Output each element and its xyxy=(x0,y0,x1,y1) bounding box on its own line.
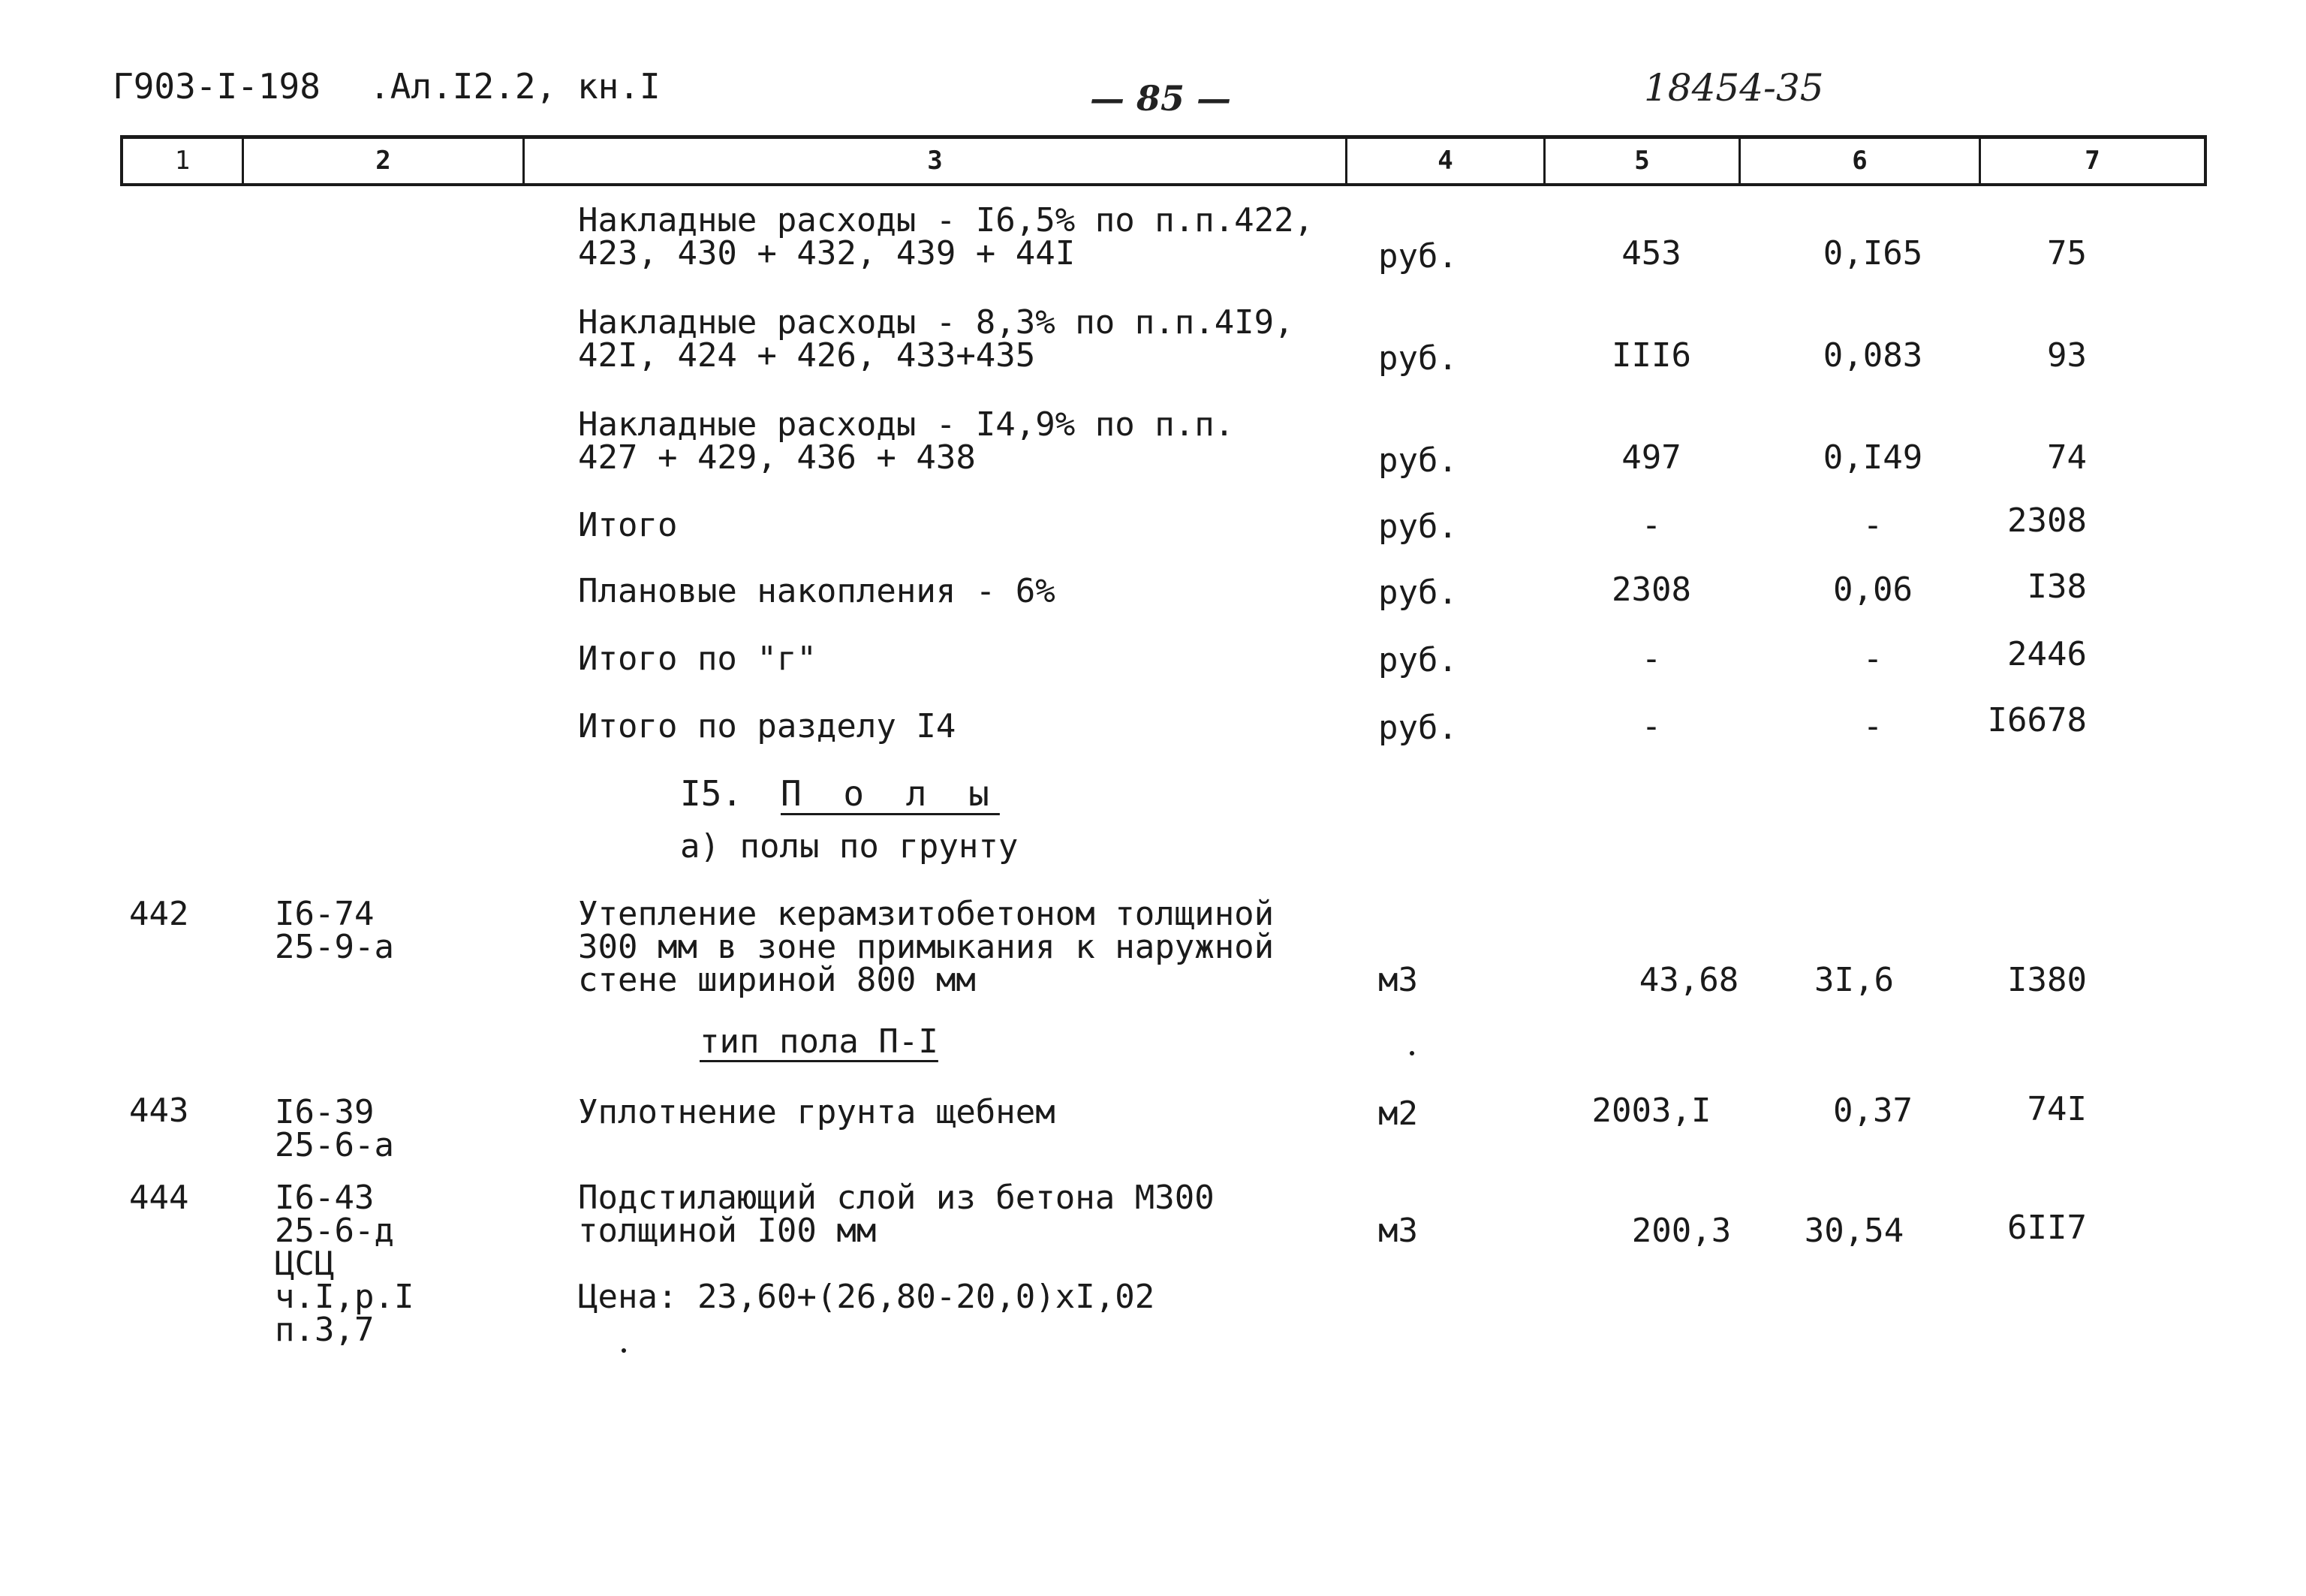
column-number: 4 xyxy=(1437,146,1453,176)
dot-mark xyxy=(622,1348,626,1353)
column-number: 3 xyxy=(927,146,943,176)
row-description: Накладные расходы - I6,5% по п.п.422, xyxy=(578,201,1314,239)
item-code: п.3,7 xyxy=(275,1311,375,1349)
document-code: Г903-I-198 xyxy=(113,66,321,107)
price-note: Цена: 23,60+(26,80-20,0)хI,02 xyxy=(578,1278,1155,1316)
row-total: 6II7 xyxy=(2007,1209,2087,1247)
item-code: 25-6-д xyxy=(275,1212,394,1250)
dot-mark xyxy=(1410,1051,1414,1055)
row-description: Плановые накопления - 6% xyxy=(578,572,1055,610)
row-description: 42I, 424 + 426, 433+435 xyxy=(578,336,1036,375)
row-total: 93 xyxy=(2047,336,2087,375)
column-number: 2 xyxy=(375,146,391,176)
item-code: I6-74 xyxy=(275,895,375,933)
row-price: - xyxy=(1862,707,1883,745)
row-price: 0,I65 xyxy=(1823,234,1923,273)
row-unit: м3 xyxy=(1378,961,1418,999)
row-unit: руб. xyxy=(1378,339,1458,378)
header-right-border xyxy=(2204,135,2207,186)
header-top-border xyxy=(120,135,2207,139)
row-total: 75 xyxy=(2047,234,2087,273)
section-number: I5. xyxy=(680,773,743,814)
row-price: 0,I49 xyxy=(1823,438,1923,477)
row-unit: м2 xyxy=(1378,1095,1418,1133)
row-quantity: 2003,I xyxy=(1591,1092,1711,1130)
item-code: I6-39 xyxy=(275,1093,375,1131)
row-description: Уплотнение грунта щебнем xyxy=(578,1093,1055,1131)
row-quantity: - xyxy=(1641,506,1662,544)
album-reference: .Ал.I2.2, кн.I xyxy=(369,66,661,107)
row-price: 0,06 xyxy=(1833,571,1913,609)
row-total: I380 xyxy=(2007,961,2087,999)
row-price: - xyxy=(1862,506,1883,544)
row-quantity: - xyxy=(1641,707,1662,745)
row-description: 423, 430 + 432, 439 + 44I xyxy=(578,234,1076,273)
row-quantity: 43,68 xyxy=(1639,961,1739,999)
row-quantity: 497 xyxy=(1621,438,1681,477)
row-unit: руб. xyxy=(1378,574,1458,612)
subsection-title: а) полы по грунту xyxy=(680,827,1019,866)
item-number: 444 xyxy=(129,1179,189,1217)
row-price: 0,083 xyxy=(1823,336,1923,375)
row-description: 300 мм в зоне примыкания к наружной xyxy=(578,928,1275,966)
row-unit: руб. xyxy=(1378,441,1458,480)
row-unit: м3 xyxy=(1378,1212,1418,1250)
row-quantity: 200,3 xyxy=(1631,1212,1732,1250)
row-total: I38 xyxy=(2027,568,2087,606)
row-description: Накладные расходы - I4,9% по п.п. xyxy=(578,405,1235,444)
row-price: 3I,6 xyxy=(1814,961,1894,999)
header-bottom-border xyxy=(120,183,2207,186)
item-code: ч.I,р.I xyxy=(275,1278,414,1316)
page-number: — 85 — xyxy=(1090,78,1232,119)
row-description: Накладные расходы - 8,3% по п.п.4I9, xyxy=(578,303,1294,342)
row-total: 2446 xyxy=(2007,635,2087,673)
floor-type-heading: тип пола П-I xyxy=(700,1022,938,1061)
row-total: 2308 xyxy=(2007,501,2087,540)
row-description: Итого по разделу I4 xyxy=(578,707,956,745)
item-code: 25-9-а xyxy=(275,928,394,966)
row-description: Итого xyxy=(578,506,678,544)
row-total: 74I xyxy=(2027,1090,2087,1128)
row-description: Итого по "г" xyxy=(578,640,817,678)
row-quantity: - xyxy=(1641,640,1662,678)
row-unit: руб. xyxy=(1378,709,1458,747)
row-unit: руб. xyxy=(1378,237,1458,276)
row-quantity: 453 xyxy=(1621,234,1681,273)
row-description: 427 + 429, 436 + 438 xyxy=(578,438,976,477)
column-number: 5 xyxy=(1634,146,1650,176)
row-quantity: 2308 xyxy=(1612,571,1691,609)
row-total: 74 xyxy=(2047,438,2087,477)
column-number: 1 xyxy=(174,146,191,176)
row-description: Утепление керамзитобетоном толщиной xyxy=(578,895,1275,933)
item-number: 442 xyxy=(129,895,189,933)
row-price: 30,54 xyxy=(1804,1212,1904,1250)
row-description: толщиной I00 мм xyxy=(578,1212,877,1250)
row-unit: руб. xyxy=(1378,507,1458,546)
inventory-number: 18454-35 xyxy=(1644,66,1824,110)
item-code: I6-43 xyxy=(275,1179,375,1217)
row-price: - xyxy=(1862,640,1883,678)
item-code: 25-6-а xyxy=(275,1126,394,1164)
row-price: 0,37 xyxy=(1833,1092,1913,1130)
item-code: ЦСЦ xyxy=(275,1245,335,1283)
item-number: 443 xyxy=(129,1092,189,1130)
row-unit: руб. xyxy=(1378,641,1458,679)
column-number: 6 xyxy=(1852,146,1868,176)
row-description: Подстилающий слой из бетона М300 xyxy=(578,1179,1215,1217)
row-total: I6678 xyxy=(1987,701,2087,739)
row-description: стене шириной 800 мм xyxy=(578,961,976,999)
section-title: П о л ы xyxy=(781,773,1000,814)
column-number: 7 xyxy=(2085,146,2100,176)
row-quantity: III6 xyxy=(1612,336,1691,375)
